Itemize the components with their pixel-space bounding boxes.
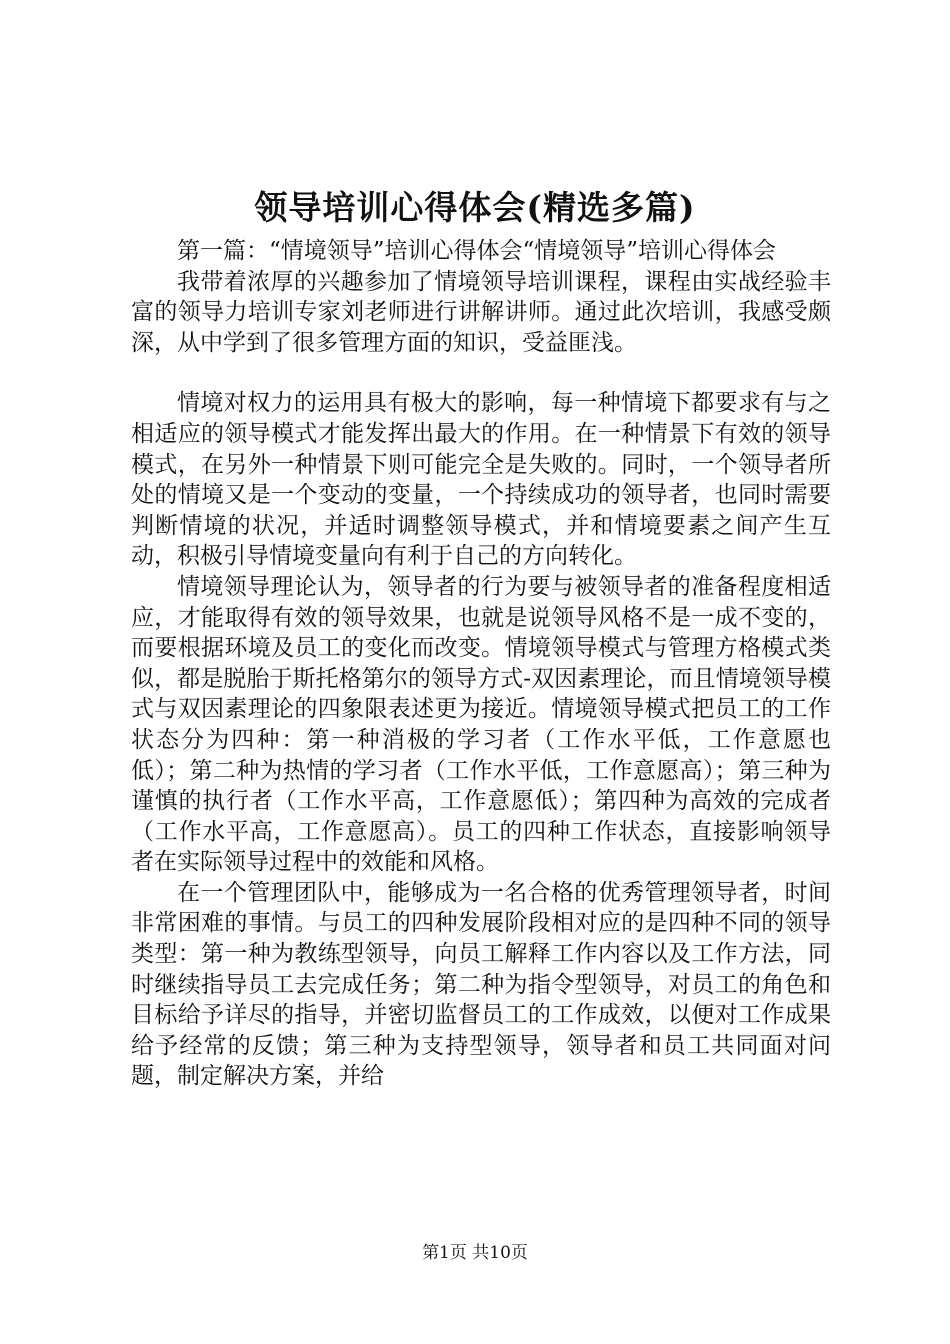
document-title: 领导培训心得体会(精选多篇) — [254, 188, 696, 227]
page-number-footer: 第1页 共10页 — [422, 1243, 528, 1263]
paragraph-theory: 情境领导理论认为，领导者的行为要与被领导者的准备程度相适应，才能取得有效的领导效果，也就是说领导风格不是一成不变的，而要根据环境及员工的变化而改变。情境领导模式与管理方格模式类似，都是脱胎于斯托格第尔的领导方式-双因素理论，而且情境领导模式与双因素理论的四象限表述更为接近。情境领导模式把员工的工作状态分为四种：第一种消极的学习者（工作水平低，工作意愿也低）；第二种为热情的学习者（工作水平低，工作意愿高）；第三种为谨慎的执行者（工作水平高，工作意愿低）；第四种为高效的完成者（工作水平高，工作意愿高）。员工的四种工作状态，直接影响领导者在实际领导过程中的效能和风格。 — [131, 573, 831, 876]
paragraph-intro: 我带着浓厚的兴趣参加了情境领导培训课程，课程由实战经验丰富的领导力培训专家刘老师进行讲解讲师。通过此次培训，我感受颇深，从中学到了很多管理方面的知识，受益匪浅。 — [131, 268, 831, 356]
paragraph-leadership-types: 在一个管理团队中，能够成为一名合格的优秀管理领导者，时间非常困难的事情。与员工的四种发展阶段相对应的是四种不同的领导类型：第一种为教练型领导，向员工解释工作内容以及工作方法，同时继续指导员工去完成任务；第二种为指令型领导，对员工的角色和目标给予详尽的指导，并密切监督员工的工作成效，以便对工作成果给予经常的反馈；第三种为支持型领导，领导者和员工共同面对问题，制定解决方案，并给 — [131, 879, 831, 1090]
document-body — [131, 236, 831, 1092]
paragraph-heading: 第一篇：“情境领导”培训心得体会“情境领导”培训心得体会 — [177, 238, 777, 264]
paragraph-situation: 情境对权力的运用具有极大的影响，每一种情境下都要求有与之相适应的领导模式才能发挥出最大的作用。在一种情景下有效的领导模式，在另外一种情景下则可能完全是失败的。同时，一个领导者所处的情境又是一个变动的变量，一个持续成功的领导者，也同时需要判断情境的状况，并适时调整领导模式，并和情境要素之间产生互动，积极引导情境变量向有利于自己的方向转化。 — [131, 390, 831, 570]
